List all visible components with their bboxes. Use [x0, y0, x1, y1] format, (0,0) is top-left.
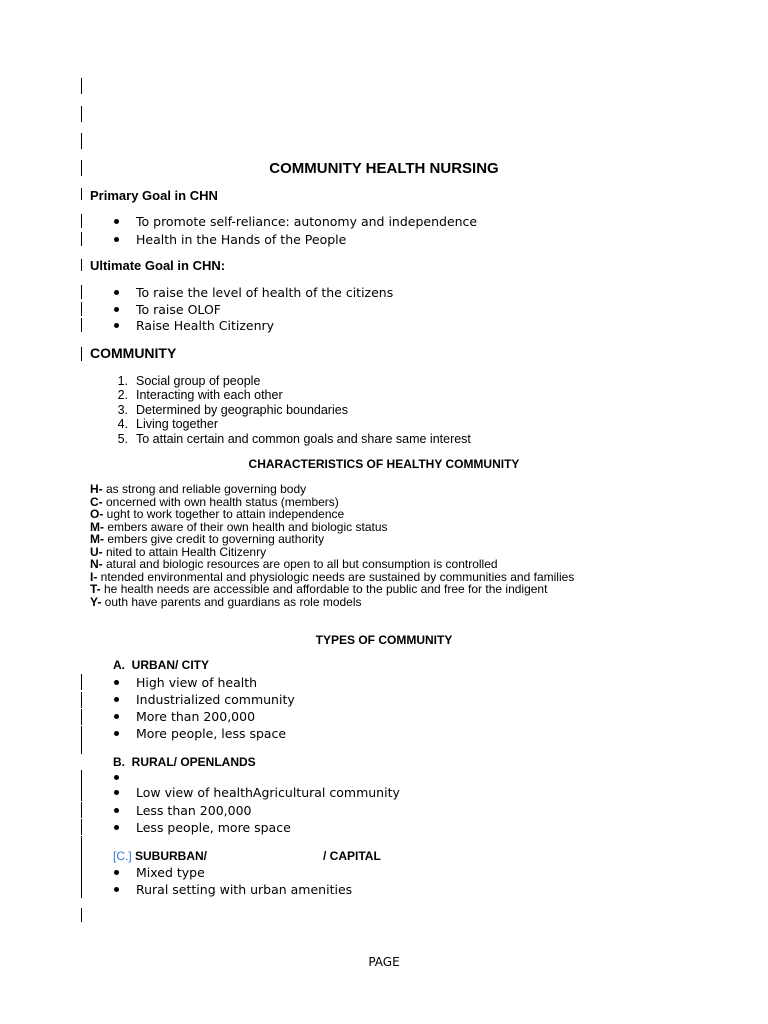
- bullet-icon: [114, 731, 119, 736]
- characteristic-row: Y- outh have parents and guardians as role models: [90, 594, 362, 609]
- primary-goal-heading: Primary Goal in CHN: [90, 188, 218, 203]
- bullet-icon: [114, 697, 119, 702]
- bullet-icon: [114, 714, 119, 719]
- numbered-item: 2. Interacting with each other: [117, 388, 283, 402]
- characteristic-row: N- atural and biologic resources are open to all but consumption is controlled: [90, 557, 498, 571]
- characteristic-row: I- ntended environmental and physiologic needs are sustained by communities and families: [90, 569, 575, 584]
- bullet-icon: [114, 237, 119, 242]
- bullet-icon: [114, 680, 119, 685]
- characteristic-row: M- embers aware of their own health and biologic status: [90, 519, 388, 534]
- characteristic-row: O- ught to work together to attain independence: [90, 507, 345, 521]
- rural-heading: B. RURAL/ OPENLANDS: [113, 755, 256, 769]
- suburban-heading: [C.] SUBURBAN/: [113, 849, 208, 863]
- characteristic-row: M- embers give credit to governing authority: [90, 532, 325, 546]
- ultimate-goal-heading: Ultimate Goal in CHN:: [90, 258, 226, 273]
- numbered-item: 4. Living together: [117, 417, 219, 431]
- list-item: To raise the level of health of the citizens: [136, 285, 393, 300]
- list-item: Less people, more space: [136, 820, 291, 835]
- characteristic-row: U- nited to attain Health Citizenry: [90, 544, 267, 559]
- bullet-icon: [114, 219, 119, 224]
- bullet-icon: [114, 323, 119, 328]
- page-title: COMMUNITY HEALTH NURSING: [269, 160, 499, 177]
- list-item: Rural setting with urban amenities: [136, 882, 352, 897]
- list-item: Raise Health Citizenry: [136, 318, 274, 333]
- characteristic-row: T- he health needs are accessible and affordable to the public and free for the indigent: [90, 582, 548, 596]
- numbered-item: 5. To attain certain and common goals and share same interest: [117, 432, 471, 446]
- urban-heading: A. URBAN/ CITY: [113, 658, 210, 672]
- numbered-item: 1. Social group of people: [117, 374, 261, 388]
- bullet-icon: [114, 775, 119, 780]
- bullet-icon: [114, 870, 119, 875]
- bullet-icon: [114, 808, 119, 813]
- list-item: Mixed type: [136, 865, 205, 880]
- suburban-heading-suffix: / CAPITAL: [323, 849, 381, 863]
- characteristic-row: H- as strong and reliable governing body: [90, 482, 307, 496]
- list-item: Less than 200,000: [136, 803, 252, 818]
- list-item: To raise OLOF: [136, 302, 221, 317]
- bullet-icon: [114, 825, 119, 830]
- characteristics-heading: CHARACTERISTICS OF HEALTHY COMMUNITY: [248, 457, 520, 471]
- list-item: More people, less space: [136, 726, 286, 741]
- list-item: Industrialized community: [136, 692, 295, 707]
- list-item: Low view of healthAgricultural community: [136, 785, 400, 800]
- bullet-icon: [114, 307, 119, 312]
- list-item: To promote self-reliance: autonomy and independence: [136, 214, 477, 229]
- characteristic-row: C- oncerned with own health status (members): [90, 494, 339, 509]
- list-item: Health in the Hands of the People: [136, 232, 346, 247]
- bullet-icon: [114, 790, 119, 795]
- bullet-icon: [114, 887, 119, 892]
- list-item: High view of health: [136, 675, 257, 690]
- page-footer: PAGE: [368, 955, 400, 969]
- comment-marker-link[interactable]: [C.]: [113, 849, 132, 863]
- bullet-icon: [114, 290, 119, 295]
- community-heading: COMMUNITY: [90, 345, 177, 361]
- list-item: More than 200,000: [136, 709, 255, 724]
- numbered-item: 3. Determined by geographic boundaries: [117, 403, 348, 417]
- types-heading: TYPES OF COMMUNITY: [315, 633, 453, 647]
